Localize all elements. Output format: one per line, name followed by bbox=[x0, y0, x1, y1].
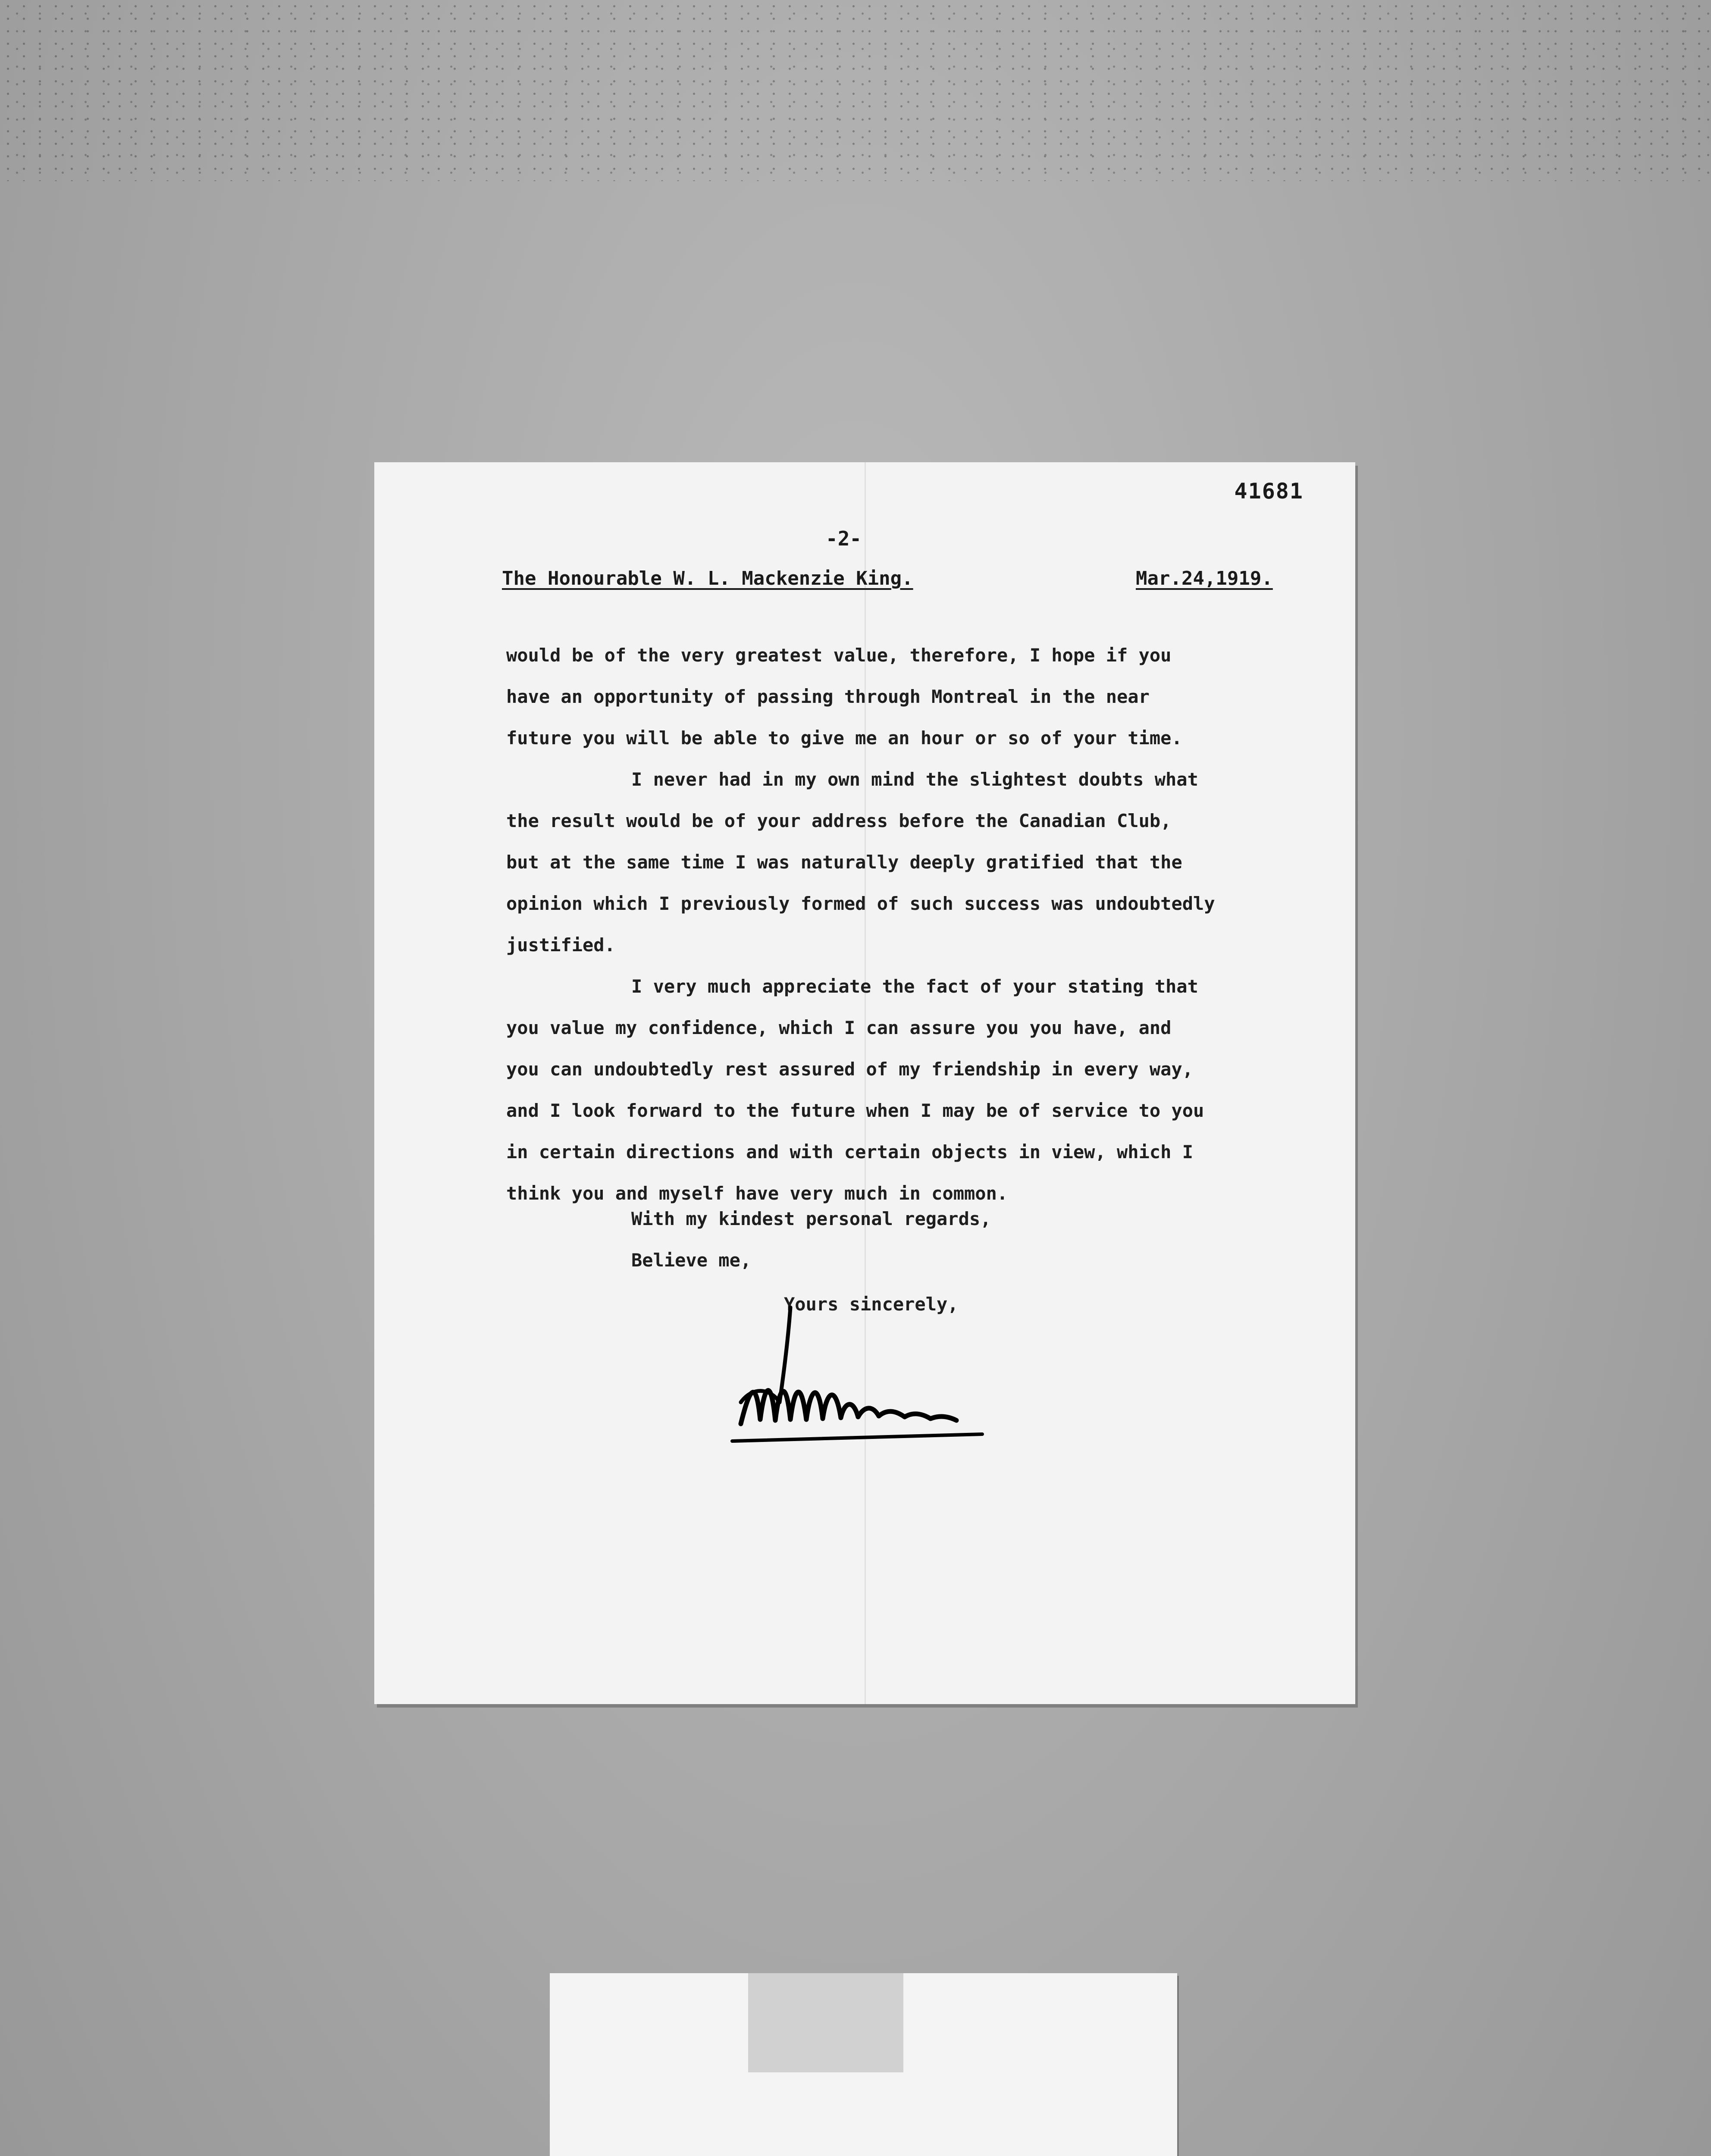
archive-label-card bbox=[550, 1973, 1177, 2156]
letter-date: Mar.24,1919. bbox=[1136, 567, 1273, 589]
closing-sign-off: Yours sincerely, bbox=[784, 1294, 959, 1315]
paragraph bbox=[506, 759, 1351, 966]
text-line: think you and myself have very much in common. bbox=[506, 1183, 1008, 1204]
text-line: you can undoubtedly rest assured of my friendship in every way, bbox=[506, 1059, 1194, 1080]
closing-regards: With my kindest personal regards, bbox=[631, 1208, 991, 1229]
text-line: but at the same time I was naturally deeply gratified that the bbox=[506, 852, 1182, 873]
text-line: would be of the very greatest value, therefore, I hope if you bbox=[506, 645, 1172, 666]
page-number: -2- bbox=[826, 527, 862, 550]
document-number: 41681 bbox=[1234, 479, 1304, 504]
film-speckle-texture bbox=[0, 0, 1711, 181]
text-line: I very much appreciate the fact of your stating that bbox=[631, 976, 1198, 997]
closing-believe: Believe me, bbox=[631, 1250, 752, 1271]
text-line: have an opportunity of passing through Montreal in the near bbox=[506, 686, 1150, 707]
text-line: and I look forward to the future when I may be of service to you bbox=[506, 1100, 1204, 1121]
paragraph bbox=[506, 966, 1351, 1214]
tape-strip bbox=[748, 1973, 903, 2072]
text-line: opinion which I previously formed of such success was undoubtedly bbox=[506, 893, 1215, 914]
addressee-line: The Honourable W. L. Mackenzie King. bbox=[502, 567, 913, 589]
text-line: you value my confidence, which I can assure you you have, and bbox=[506, 1017, 1172, 1038]
paragraph bbox=[506, 635, 1351, 759]
handwritten-signature bbox=[715, 1260, 1008, 1467]
letter-page bbox=[374, 462, 1355, 1704]
text-line: future you will be able to give me an hour or so of your time. bbox=[506, 727, 1182, 749]
text-line: justified. bbox=[506, 934, 615, 956]
text-line: in certain directions and with certain objects in view, which I bbox=[506, 1141, 1194, 1163]
letter-body bbox=[506, 635, 1351, 1214]
text-line: I never had in my own mind the slightest doubts what bbox=[631, 769, 1198, 790]
text-line: the result would be of your address before the Canadian Club, bbox=[506, 810, 1172, 831]
